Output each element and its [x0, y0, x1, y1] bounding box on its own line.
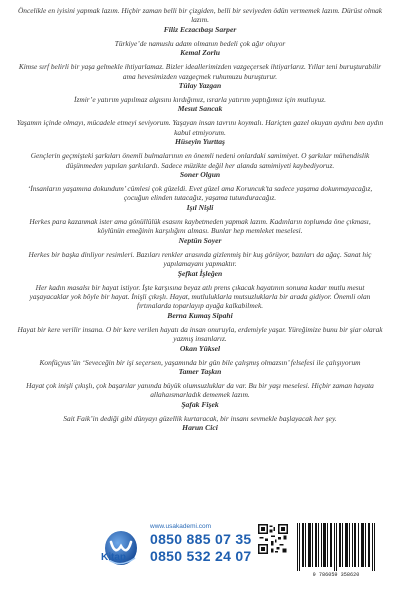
- quote-text: Hayat bir kere verilir insana. O bir kere verilen hayatı da insan onuruyla, erdemiyle yaşar. Yüreğimize bunu bir şiar olarak yazmış insanlarız.: [17, 324, 383, 344]
- quote-item: [16, 414, 384, 433]
- quote-text: Her kadın masalsı bir hayat istiyor. İşte karşısına beyaz atlı prens çıkacak hayatının sonuna kadar mutlu mesut yaşayacaklar yok böyle bir hayat. İnişli çıkışlı. Hayat, mutluluklarla mutsuzluklarla bir arada gidiyor. Önemli olan fırtınalarda toparlayıp ayağa kalkabilmek.: [29, 282, 371, 311]
- quote-item: [16, 95, 384, 114]
- quote-item: [16, 325, 384, 354]
- quote-text: Hayat çok inişli çıkışlı, çok başarılar yanında büyük olumsuzluklar da var. Bu bir yaşı meselesi. Hiçbir zaman hayata allahaısmarladık dememek lazım.: [26, 380, 374, 400]
- quote-text: Gençlerin geçmişteki şarkıları önemli bulmalarının en önemli nedeni onlardaki samimiyet. O şarkılar mühendislik düşünmeden yapılan şarkılardı. Sadece müzikte değil her alanda samimiyeti kaybediyoruz.: [30, 151, 370, 170]
- qr-code-icon: [258, 524, 288, 554]
- quote-author: Kemal Zorlu: [180, 48, 220, 58]
- quote-text: Sait Faik’in dediği gibi dünyayı güzellik kurtaracak, bir insanı sevmekle başlayacak her şey.: [63, 413, 337, 423]
- quote-item: [16, 217, 384, 246]
- quote-item: [16, 62, 384, 91]
- quote-author: Şafak Fişek: [181, 399, 219, 409]
- quote-text: Yaşamın içinde olmayı, mücadele etmeyi seviyorum. Yaşayan insan tavrını koymalı. Hariçten gazel okuyan aydını ben aydın kabul etmiyorum.: [16, 118, 384, 137]
- quote-author: Tamer Taşkın: [178, 366, 222, 376]
- phone-number-1: 0850 885 07 35: [150, 531, 252, 547]
- quote-item: [16, 381, 384, 410]
- quote-author: Harun Cici: [182, 423, 218, 433]
- quote-item: [16, 184, 384, 213]
- quote-text: Herkes para kazanmak ister ama gönüllülük esasını kaybetmeden yapmak lazım. Kadınların toplumda öne çıkması, köylünün emeğinin karşılığını alması. Bunlar hep memleket meselesi.: [29, 216, 371, 236]
- quote-item: [16, 151, 384, 180]
- quote-author: Tülay Yazgan: [178, 81, 222, 91]
- quote-item: [16, 358, 384, 377]
- quote-author: Berna Kumaş Sipahi: [167, 310, 233, 320]
- quote-text: Öncelikle en iyisini yapmak lazım. Hiçbir zaman belli bir çizgiden, belli bir seviyeden ödün vermemek lazım. Dürüst olmak lazım.: [17, 6, 383, 25]
- quote-item: [16, 283, 384, 321]
- phone-number-2: 0850 532 24 07: [150, 548, 252, 564]
- quote-author: Mesut Sancak: [177, 104, 223, 114]
- quote-text: Kimse sırf belirli bir yaşa gelmekle ihtiyarlamaz. Bizler ideallerimizden vazgeçersek ihtiyarlarız. Yıllar teni buruşturabilir ama hevesimizden vazgeçmek ruhumuzu buruşturur.: [18, 62, 382, 81]
- quotes-list: [16, 6, 384, 437]
- quote-text: İzmir’e yatırım yapılmaz algısını kırdığımız, ısrarla yatırım yaptığımız için mutluyuz.: [74, 95, 326, 105]
- quote-text: ‘İnsanların yaşamına dokundum’ cümlesi çok güzeldi. Evet güzel ama Koruncuk’ta sadece yaşama dokunmayacağız, çocuğun elinden tutacağız, yaşama tutunduracağız.: [27, 184, 373, 203]
- quote-author: Işıl Nişli: [186, 202, 214, 212]
- quote-text: Herkes bir başka dinliyor resimleri. Bazıları renkler arasında gizlenmiş bir kuş görüyor, bazıları da ağaç. Sanat hiç yapılamayanı yapmaktır.: [28, 249, 372, 269]
- quote-item: [16, 250, 384, 279]
- quote-text: Türkiye’de namuslu adam olmanın bedeli çok ağır oluyor: [114, 38, 286, 48]
- quote-author: Soner Olgun: [179, 170, 221, 180]
- brand-label: Kitap: [101, 552, 126, 563]
- quote-author: Neptün Soyer: [178, 235, 222, 245]
- quote-item: [16, 39, 384, 58]
- quote-item: [16, 118, 384, 147]
- barcode-icon: [293, 521, 379, 573]
- quote-author: Okan Yüksel: [179, 343, 221, 353]
- quote-author: Şefkat İşleğen: [177, 268, 223, 278]
- quote-item: [16, 6, 384, 35]
- quote-author: Filiz Eczacıbaşı Sarper: [163, 24, 237, 34]
- quote-text: Konfüçyus’ün ‘Seveceğin bir işi seçersen, yaşamında bir gün bile çalışmış olmazsın’ felsefesi ile çalışıyorum: [39, 357, 361, 367]
- quote-author: Hüseyin Yurttaş: [174, 137, 225, 147]
- barcode-number: 9 786059 358620: [312, 572, 360, 578]
- website-text: www.usakademi.com: [150, 523, 212, 530]
